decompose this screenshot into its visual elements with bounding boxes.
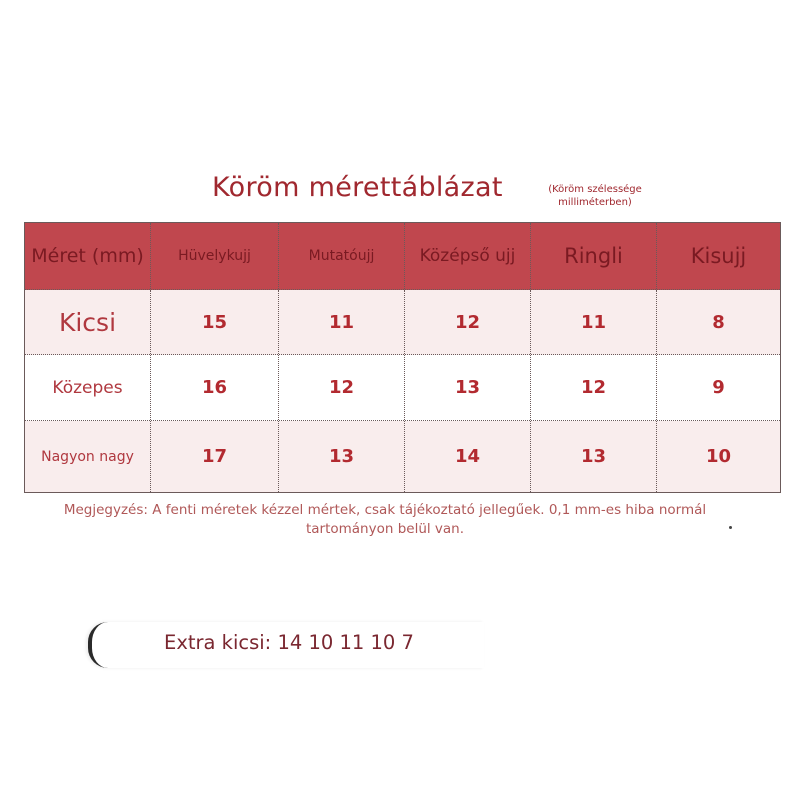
row-label-medium: Közepes xyxy=(25,355,151,420)
decorative-dot xyxy=(729,526,732,529)
header-middle-finger: Középső ujj xyxy=(405,223,531,289)
table-header-row xyxy=(25,223,780,290)
extra-small-sizes: Extra kicsi: 14 10 11 10 7 xyxy=(164,631,414,654)
table-row xyxy=(25,290,780,355)
cell-value: 13 xyxy=(279,421,405,492)
table-row xyxy=(25,421,780,492)
header-index-finger: Mutatóujj xyxy=(279,223,405,289)
cell-value: 13 xyxy=(405,355,531,420)
header-thumb: Hüvelykujj xyxy=(151,223,279,289)
page-subtitle: (Köröm szélessége milliméterben) xyxy=(548,184,642,208)
measurement-note: Megjegyzés: A fenti méretek kézzel mértek, csak tájékoztató jellegűek. 0,1 mm-es hiba normál tartományon belül van. xyxy=(63,502,707,537)
table-row xyxy=(25,355,780,421)
size-table xyxy=(24,222,781,493)
cell-value: 11 xyxy=(531,290,657,354)
cell-value: 17 xyxy=(151,421,279,492)
cell-value: 16 xyxy=(151,355,279,420)
row-label-small: Kicsi xyxy=(25,290,151,354)
cell-value: 15 xyxy=(151,290,279,354)
cell-value: 12 xyxy=(279,355,405,420)
header-little-finger: Kisujj xyxy=(690,244,747,268)
page-title: Köröm mérettáblázat xyxy=(212,172,503,203)
cell-value: 10 xyxy=(705,446,732,467)
cell-value: 13 xyxy=(531,421,657,492)
cell-value: 9 xyxy=(712,377,725,398)
header-size-mm: Méret (mm) xyxy=(25,223,151,289)
cell-value: 12 xyxy=(405,290,531,354)
cell-value: 12 xyxy=(531,355,657,420)
cell-value: 14 xyxy=(405,421,531,492)
cell-value: 11 xyxy=(279,290,405,354)
header-ring-finger: Ringli xyxy=(531,223,657,289)
cell-value: 8 xyxy=(712,311,725,333)
row-label-very-large: Nagyon nagy xyxy=(25,421,151,492)
